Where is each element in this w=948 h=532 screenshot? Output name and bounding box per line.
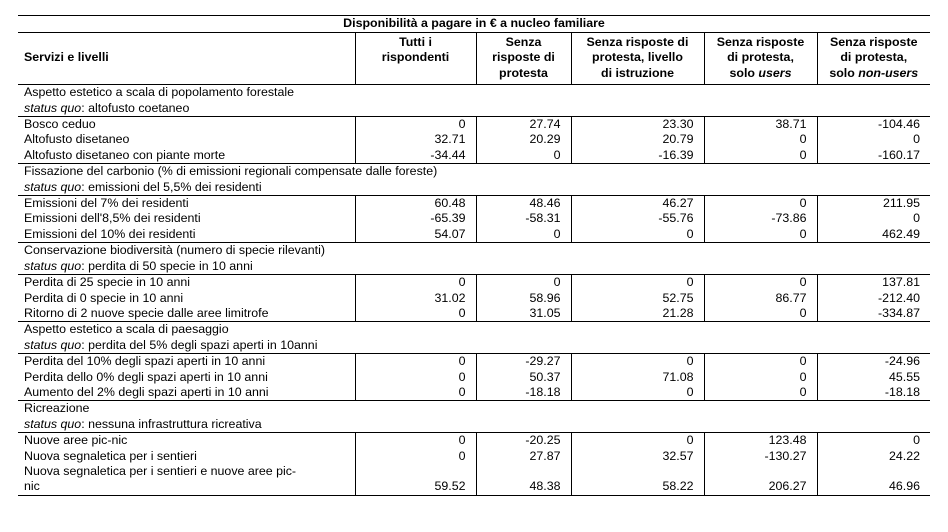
- section-status-row-popolamento-forestale: [18, 101, 930, 117]
- value-cell: 31.02: [355, 291, 476, 306]
- value-cell: 0: [817, 211, 930, 226]
- value-cell: 59.52: [355, 464, 476, 495]
- value-cell: 45.55: [817, 370, 930, 385]
- section-title-row-paesaggio: [18, 322, 930, 338]
- value-cell: 0: [571, 275, 704, 291]
- value-cell: 24.22: [817, 449, 930, 464]
- value-cell: 21.28: [571, 306, 704, 322]
- value-cell: 60.48: [355, 196, 476, 212]
- row-label: Nuove aree pic-nic: [24, 433, 128, 448]
- header-solo-users: [704, 33, 817, 85]
- value-cell: 462.49: [817, 227, 930, 243]
- table-row: [18, 196, 930, 212]
- header-line: Senza risposte di: [586, 35, 689, 49]
- table-body: [18, 85, 930, 496]
- status-quo-line: [18, 101, 930, 117]
- table-row: [18, 148, 930, 164]
- value-cell: 206.27: [704, 464, 817, 495]
- value-cell: 0: [571, 385, 704, 401]
- value-cell: 0: [355, 385, 476, 401]
- value-cell: -29.27: [476, 354, 571, 370]
- value-cell: -212.40: [817, 291, 930, 306]
- value-cell: -16.39: [571, 148, 704, 164]
- value-cell: -65.39: [355, 211, 476, 226]
- row-label: Perdita dello 0% degli spazi aperti in 10 anni: [24, 369, 268, 384]
- value-cell: 0: [571, 433, 704, 449]
- header-italic-word: non-users: [858, 65, 919, 80]
- value-cell: 20.79: [571, 132, 704, 147]
- value-cell: 0: [355, 117, 476, 133]
- row-label: Nuova segnaletica per i sentieri: [24, 448, 197, 463]
- value-cell: 31.05: [476, 306, 571, 322]
- status-quo-line: [18, 338, 930, 354]
- row-label: Nuova segnaletica per i sentieri e nuove aree pic-nic: [18, 464, 355, 495]
- status-quo-line: [18, 180, 930, 196]
- value-cell: 0: [476, 275, 571, 291]
- value-cell: 86.77: [704, 291, 817, 306]
- value-cell: 20.29: [476, 132, 571, 147]
- value-cell: 58.96: [476, 291, 571, 306]
- value-cell: 48.46: [476, 196, 571, 212]
- table-row: [18, 132, 930, 147]
- table-row: [18, 227, 930, 243]
- value-cell: 0: [704, 227, 817, 243]
- section-title: Fissazione del carbonio (% di emissioni regionali compensate dalle foreste): [18, 164, 930, 180]
- header-tutti-rispondenti: [355, 33, 476, 85]
- value-cell: 0: [571, 227, 704, 243]
- value-cell: -58.31: [476, 211, 571, 226]
- status-quo-label: status quo: [24, 337, 82, 352]
- status-quo-text: : perdita di 50 specie in 10 anni: [81, 258, 253, 273]
- table-row: [18, 370, 930, 385]
- row-label: Perdita di 0 specie in 10 anni: [24, 290, 184, 305]
- status-quo-label: status quo: [24, 179, 82, 194]
- value-cell: 48.38: [476, 464, 571, 495]
- value-cell: 0: [817, 132, 930, 147]
- section-title: Aspetto estetico a scala di paesaggio: [18, 322, 930, 338]
- status-quo-text: : perdita del 5% degli spazi aperti in 10anni: [81, 337, 318, 352]
- section-title: Ricreazione: [18, 401, 930, 417]
- section-status-row-fissazione-carbonio: [18, 180, 930, 196]
- section-title: Aspetto estetico a scala di popolamento forestale: [24, 85, 295, 100]
- value-cell: 27.87: [476, 449, 571, 464]
- section-status-row-paesaggio: [18, 338, 930, 354]
- row-label: Emissioni dell'8,5% dei residenti: [24, 211, 201, 226]
- header-line: solo: [729, 65, 759, 80]
- header-senza-protesta: [476, 33, 571, 85]
- header-line: di istruzione: [601, 65, 674, 80]
- header-italic-word: users: [758, 65, 792, 80]
- wtp-table: [18, 15, 930, 496]
- row-label: Perdita di 25 specie in 10 anni: [24, 275, 191, 290]
- value-cell: 38.71: [704, 117, 817, 133]
- value-cell: 54.07: [355, 227, 476, 243]
- value-cell: 0: [817, 433, 930, 449]
- header-livello-istruzione: [571, 33, 704, 85]
- value-cell: 32.57: [571, 449, 704, 464]
- table-row: [18, 354, 930, 370]
- header-line: solo: [829, 65, 859, 80]
- row-label: Emissioni del 7% dei residenti: [24, 196, 189, 211]
- value-cell: 0: [704, 354, 817, 370]
- status-quo-label: status quo: [24, 100, 82, 115]
- value-cell: 0: [704, 275, 817, 291]
- header-line: Senza: [505, 35, 542, 49]
- status-quo-line: [18, 259, 930, 275]
- value-cell: 0: [704, 132, 817, 147]
- table-row: [18, 275, 930, 291]
- value-cell: 0: [355, 354, 476, 370]
- row-label: Altofusto disetaneo: [24, 132, 130, 147]
- header-line: protesta, livello: [592, 50, 683, 65]
- value-cell: 0: [355, 275, 476, 291]
- value-cell: 0: [355, 449, 476, 464]
- status-quo-label: status quo: [24, 258, 82, 273]
- value-cell: 211.95: [817, 196, 930, 212]
- section-title-row-biodiversita: [18, 243, 930, 259]
- header-line: risposte di: [492, 50, 555, 65]
- table-row: [18, 306, 930, 322]
- header-line: Senza risposte: [716, 35, 805, 49]
- value-cell: -73.86: [704, 211, 817, 226]
- status-quo-text: : altofusto coetaneo: [81, 100, 190, 115]
- value-cell: 0: [704, 306, 817, 322]
- status-quo-text: : emissioni del 5,5% dei residenti: [81, 179, 262, 194]
- table-title: Disponibilità a pagare in € a nucleo familiare: [18, 16, 930, 33]
- table-row: [18, 385, 930, 401]
- section-title-row-ricreazione: [18, 401, 930, 417]
- value-cell: 123.48: [704, 433, 817, 449]
- header-line: di protesta,: [840, 50, 908, 65]
- value-cell: -20.25: [476, 433, 571, 449]
- value-cell: 0: [704, 148, 817, 164]
- row-label: Aumento del 2% degli spazi aperti in 10 anni: [24, 384, 269, 399]
- section-title-row-fissazione-carbonio: [18, 164, 930, 180]
- value-cell: 0: [355, 306, 476, 322]
- value-cell: 71.08: [571, 370, 704, 385]
- table-row: [18, 211, 930, 226]
- row-label: Emissioni del 10% dei residenti: [24, 226, 196, 241]
- row-label: Bosco ceduo: [24, 117, 96, 132]
- table-row: [18, 291, 930, 306]
- value-cell: 23.30: [571, 117, 704, 133]
- value-cell: -160.17: [817, 148, 930, 164]
- value-cell: 52.75: [571, 291, 704, 306]
- value-cell: -18.18: [817, 385, 930, 401]
- value-cell: -104.46: [817, 117, 930, 133]
- section-status-row-biodiversita: [18, 259, 930, 275]
- header-line: Senza risposte: [830, 35, 918, 49]
- header-solo-non-users: [817, 33, 930, 85]
- section-title-row-popolamento-forestale: [18, 85, 930, 101]
- row-label: Perdita del 10% degli spazi aperti in 10 anni: [24, 354, 266, 369]
- header-servizi-livelli: Servizi e livelli: [18, 33, 355, 85]
- value-cell: 0: [355, 433, 476, 449]
- table-row: [18, 117, 930, 133]
- row-label: Ritorno di 2 nuove specie dalle aree limitrofe: [24, 305, 269, 320]
- value-cell: 0: [704, 385, 817, 401]
- value-cell: 0: [476, 227, 571, 243]
- value-cell: 32.71: [355, 132, 476, 147]
- value-cell: -130.27: [704, 449, 817, 464]
- section-title: Conservazione biodiversità (numero di specie rilevanti): [18, 243, 930, 259]
- header-line: Tutti i: [399, 35, 432, 49]
- row-label: Altofusto disetaneo con piante morte: [24, 147, 226, 162]
- table-row: [18, 464, 930, 495]
- value-cell: 0: [704, 370, 817, 385]
- value-cell: 27.74: [476, 117, 571, 133]
- value-cell: 0: [571, 354, 704, 370]
- section-status-row-ricreazione: [18, 417, 930, 433]
- table-row: [18, 449, 930, 464]
- status-quo-text: : nessuna infrastruttura ricreativa: [81, 416, 262, 431]
- wtp-table-container: [18, 15, 930, 496]
- status-quo-label: status quo: [24, 416, 82, 431]
- value-cell: 0: [355, 370, 476, 385]
- value-cell: -34.44: [355, 148, 476, 164]
- value-cell: -334.87: [817, 306, 930, 322]
- value-cell: 46.27: [571, 196, 704, 212]
- value-cell: -24.96: [817, 354, 930, 370]
- value-cell: 0: [704, 196, 817, 212]
- table-row: [18, 433, 930, 449]
- header-line: rispondenti: [381, 50, 450, 65]
- value-cell: 58.22: [571, 464, 704, 495]
- value-cell: -55.76: [571, 211, 704, 226]
- status-quo-line: [18, 417, 930, 433]
- value-cell: 50.37: [476, 370, 571, 385]
- value-cell: -18.18: [476, 385, 571, 401]
- value-cell: 137.81: [817, 275, 930, 291]
- header-line: di protesta,: [727, 50, 794, 65]
- header-line: protesta: [499, 65, 548, 80]
- value-cell: 46.96: [817, 464, 930, 495]
- value-cell: 0: [476, 148, 571, 164]
